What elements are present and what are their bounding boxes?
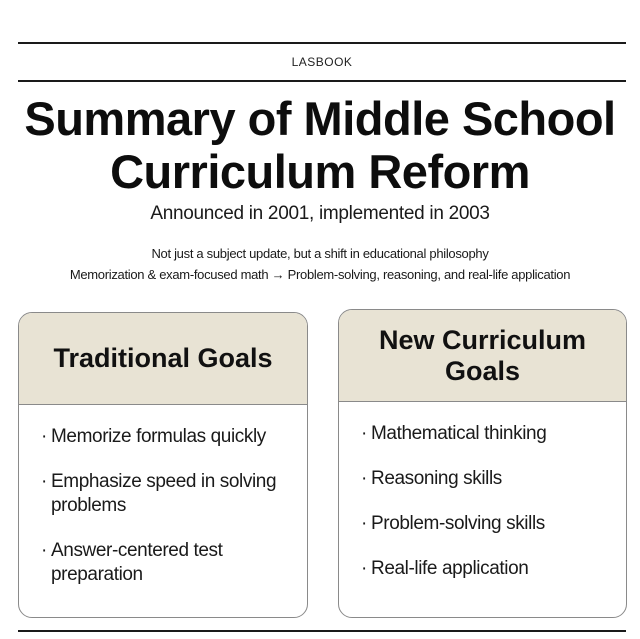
bullet-icon: · <box>41 471 47 492</box>
bullet-icon: · <box>41 540 47 561</box>
list-item-text: Mathematical thinking <box>371 423 547 444</box>
brand-label: LASBOOK <box>291 55 353 69</box>
list-item-text: Memorize formulas quickly <box>51 426 266 447</box>
list-item-text: Reasoning skills <box>371 468 502 489</box>
traditional-goals-list <box>19 405 307 587</box>
title-line-1: Summary of Middle School <box>24 92 616 145</box>
title-line-2: Curriculum Reform <box>110 145 530 198</box>
description-line-1: Not just a subject update, but a shift in educational philosophy <box>151 246 489 261</box>
header-rule <box>18 80 626 82</box>
new-curriculum-goals-card <box>338 309 627 618</box>
subtitle: Announced in 2001, implemented in 2003 <box>150 203 490 224</box>
bullet-icon: · <box>361 513 367 534</box>
list-item-text: Answer-centered test preparation <box>51 540 223 585</box>
bottom-rule <box>18 630 626 632</box>
traditional-goals-heading: Traditional Goals <box>19 313 307 405</box>
bullet-icon: · <box>361 423 367 444</box>
list-item <box>41 470 289 518</box>
new-curriculum-goals-list <box>339 402 626 581</box>
list-item-text: Emphasize speed in solving problems <box>51 471 277 516</box>
list-item <box>41 539 289 587</box>
list-item-text: Problem-solving skills <box>371 513 545 534</box>
new-curriculum-goals-heading: New Curriculum Goals <box>339 310 626 402</box>
list-item <box>361 467 608 491</box>
list-item-text: Real-life application <box>371 558 529 579</box>
list-item <box>361 557 608 581</box>
traditional-goals-card <box>18 312 308 618</box>
list-item <box>361 512 608 536</box>
bullet-icon: · <box>361 468 367 489</box>
list-item <box>361 422 608 446</box>
bullet-icon: · <box>361 558 367 579</box>
list-item <box>41 425 289 449</box>
page-title <box>0 92 640 198</box>
bullet-icon: · <box>41 426 47 447</box>
description-line-2: Memorization & exam-focused math → Problem-solving, reasoning, and real-life application <box>69 267 571 282</box>
